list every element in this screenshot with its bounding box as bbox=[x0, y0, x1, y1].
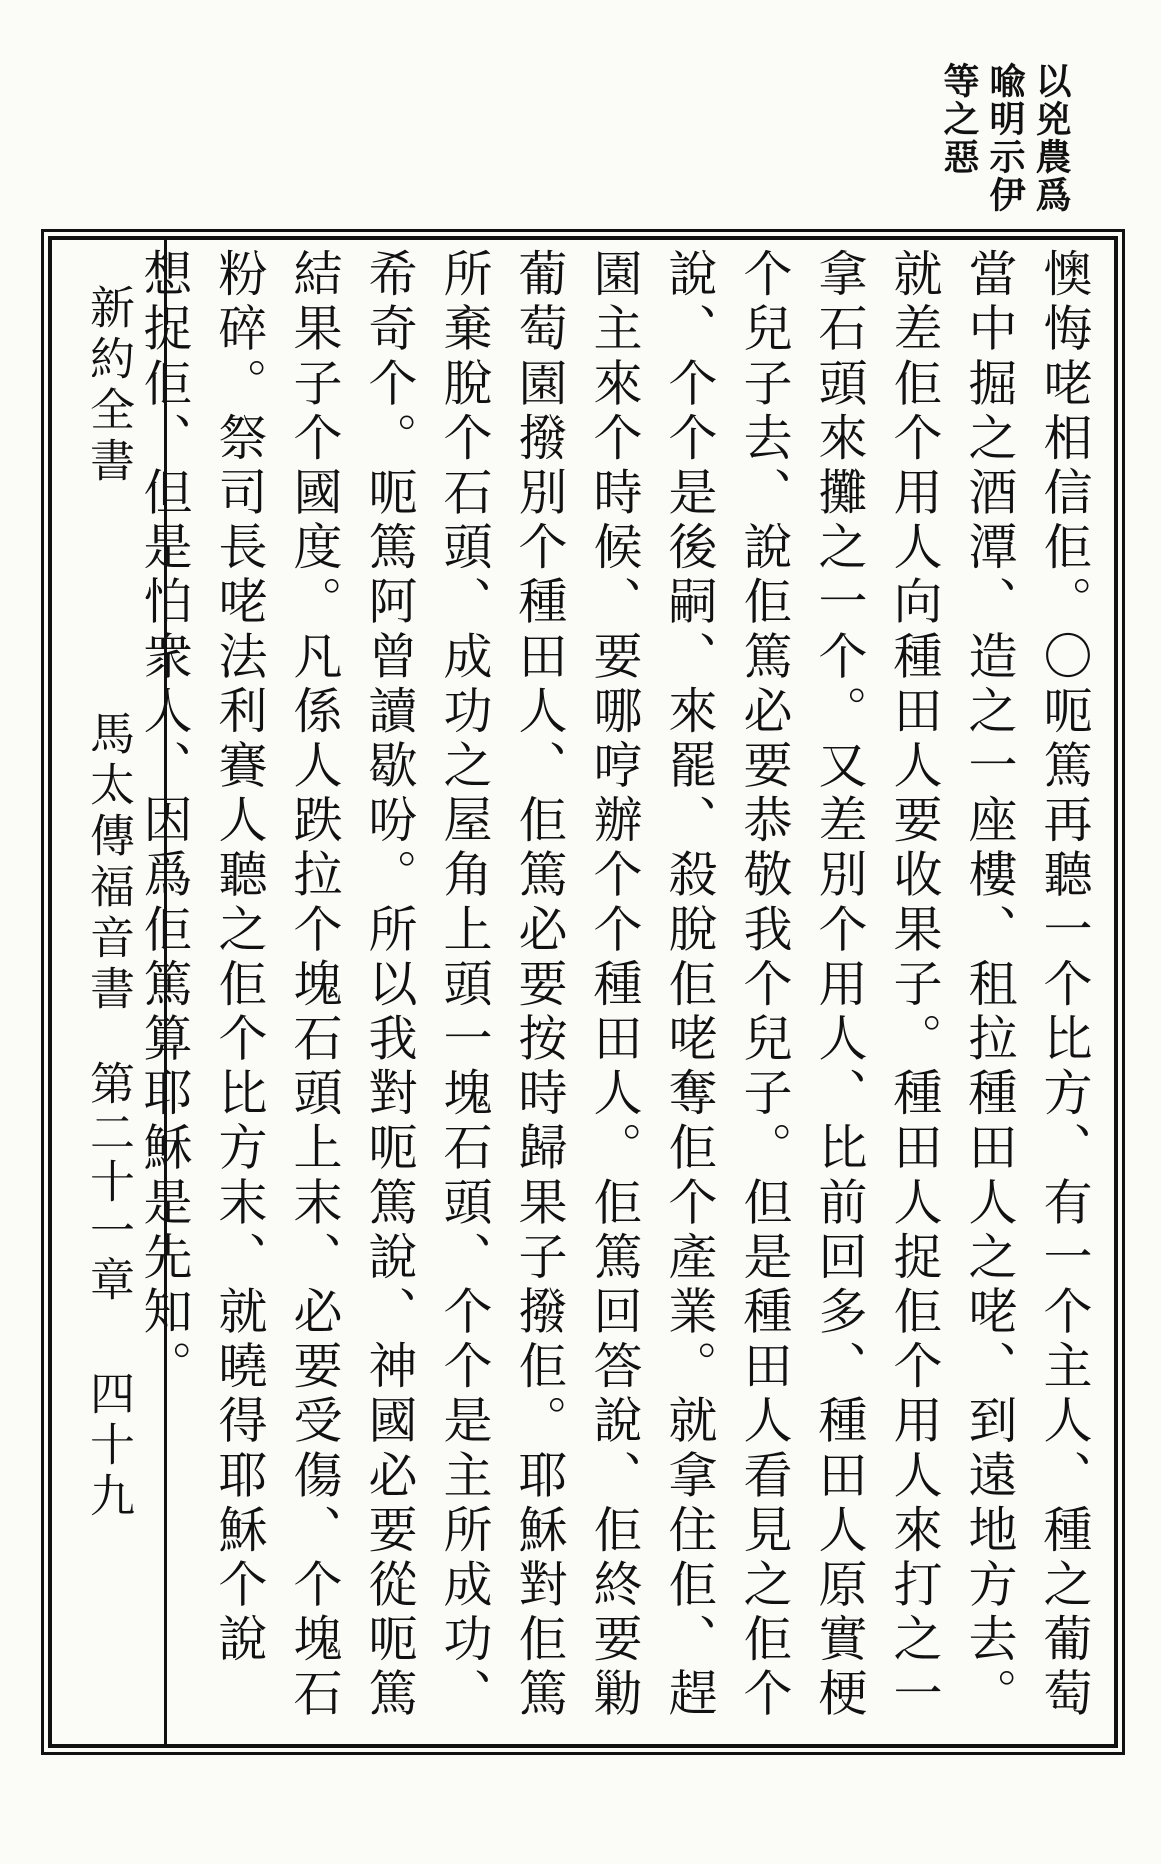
text-column: 葡萄園撥別个種田人、佢篤必要按時歸果子撥佢。耶穌對佢篤 bbox=[511, 248, 568, 1723]
text-column: 所棄脫个石頭、成功之屋角上頭一塊石頭、个个是主所成功、 bbox=[436, 248, 493, 1723]
margin-note-line: 喩明示伊 bbox=[984, 62, 1026, 214]
text-column: 懊悔咾相信佢。〇呃篤再聽一个比方、有一个主人、種之葡萄 bbox=[1036, 248, 1093, 1723]
margin-note-line: 以兇農爲 bbox=[1030, 62, 1072, 214]
text-column: 園主來个時候、要哪哼辦个个種田人。佢篤回答說、佢終要勦 bbox=[586, 248, 643, 1723]
body-text bbox=[127, 248, 1102, 1738]
text-column: 當中掘之酒潭、造之一座樓、租拉種田人之咾、到遠地方去。 bbox=[961, 248, 1018, 1723]
text-column: 希奇个。呃篤阿曾讀歇吩。所以我對呃篤說、神國必要從呃篤 bbox=[361, 248, 418, 1723]
text-column: 个兒子去、說佢篤必要恭敬我个兒子。但是種田人看見之佢个 bbox=[736, 248, 793, 1723]
section-title: 馬太傳福音書 bbox=[82, 710, 135, 1016]
text-frame bbox=[48, 236, 1118, 1748]
text-column: 說、个个是後嗣、來罷、殺脫佢咾奪佢个產業。就拿住佢、趕 bbox=[661, 248, 718, 1723]
column-divider bbox=[164, 240, 167, 1744]
side-header bbox=[52, 240, 162, 1744]
page-number: 四十九 bbox=[82, 1370, 135, 1523]
text-column: 結果子个國度。凡係人跌拉个塊石頭上末、必要受傷、个塊石 bbox=[286, 248, 343, 1723]
margin-note-line: 等之惡 bbox=[938, 62, 980, 176]
text-column: 想捉佢、但是怕衆人、因爲佢篤算耶穌是先知。 bbox=[136, 248, 193, 1395]
chapter-label: 第二十一章 bbox=[82, 1060, 135, 1305]
text-column: 就差佢个用人向種田人要收果子。種田人捉佢个用人來打之一 bbox=[886, 248, 943, 1723]
book-title: 新約全書 bbox=[82, 284, 135, 488]
margin-note bbox=[939, 62, 1071, 214]
text-column: 拿石頭來攤之一个。又差別个用人、比前回多、種田人原實梗 bbox=[811, 248, 868, 1723]
text-column: 粉碎。祭司長咾法利賽人聽之佢个比方末、就曉得耶穌个說 bbox=[211, 248, 268, 1668]
